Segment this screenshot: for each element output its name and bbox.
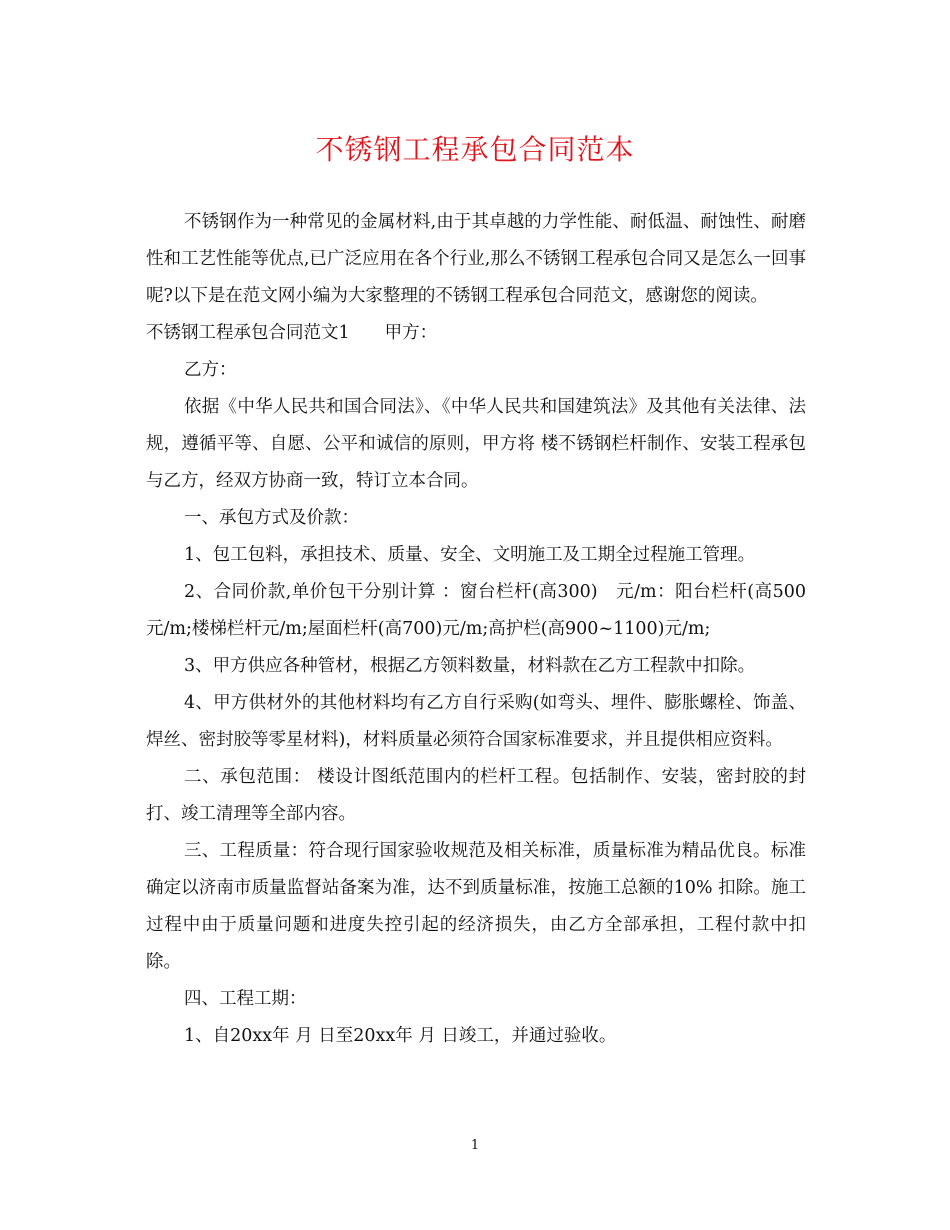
preamble-paragraph: 依据《中华人民共和国合同法》、《中华人民共和国建筑法》及其他有关法律、法规，遵循平等、自愿、公平和诚信的原则，甲方将 楼不锈钢栏杆制作、安装工程承包与乙方，经双方协商一致，特订立本合同。 [146,397,806,491]
section-1-item-2: 2、合同价款,单价包干分别计算 ：窗台栏杆(高300) 元/m：阳台栏杆(高500元/m;楼梯栏杆元/m;屋面栏杆(高700)元/m;高护栏(高900~1100)元/m; [146,582,806,639]
section-2-paragraph: 二、承包范围： 楼设计图纸范围内的栏杆工程。包括制作、安装，密封胶的封打、竣工清理等全部内容。 [146,767,806,824]
section-4-heading: 四、工程工期： [184,989,307,1009]
document-title: 不锈钢工程承包合同范本 [315,133,635,166]
section-4-item-1: 1、自20xx年 月 日至20xx年 月 日竣工，并通过验收。 [184,1026,617,1046]
section-1-heading: 一、承包方式及价款： [184,508,359,528]
page-number: 1 [470,1138,480,1153]
intro-paragraph: 不锈钢作为一种常见的金属材料,由于其卓越的力学性能、耐低温、耐蚀性、耐磨性和工艺性能等优点,已广泛应用在各个行业,那么不锈钢工程承包合同又是怎么一回事呢?以下是在范文网小编为大家整理的不锈钢工程承包合同范文，感谢您的阅读。 [146,212,806,306]
section-1-item-1: 1、包工包料，承担技术、质量、安全、文明施工及工期全过程施工管理。 [184,545,756,565]
party-b-line: 乙方： [184,360,237,380]
section-1-item-3: 3、甲方供应各种管材，根据乙方领料数量，材料款在乙方工程款中扣除。 [184,656,756,676]
document-body [146,204,806,1055]
section-1-item-4: 4、甲方供材外的其他材料均有乙方自行采购(如弯头、埋件、膨胀螺栓、饰盖、焊丝、密封胶等零星材料)，材料质量必须符合国家标准要求，并且提供相应资料。 [146,693,806,750]
section-3-paragraph: 三、工程质量：符合现行国家验收规范及相关标准，质量标准为精品优良。标准确定以济南市质量监督站备案为准，达不到质量标准，按施工总额的10% 扣除。施工过程中由于质量问题和进度失控引起的经济损失，由乙方全部承担，工程付款中扣除。 [146,841,806,972]
contract-heading-line: 不锈钢工程承包合同范文1 甲方： [146,323,438,343]
